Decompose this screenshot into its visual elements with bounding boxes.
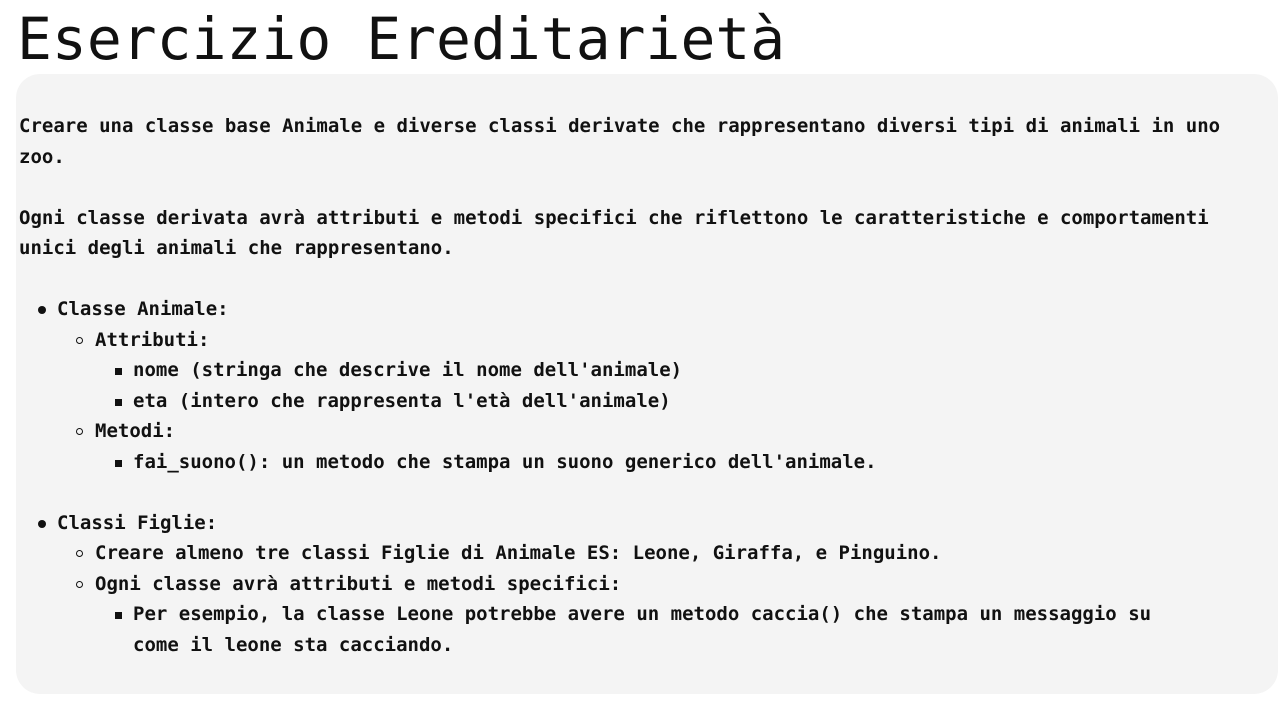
item-text: nome (stringa che descrive il nome dell'animale) [133,359,683,381]
list-item-creare-classi [57,538,1278,569]
bullet-disc-icon [38,520,46,528]
subsection-label: Creare almeno tre classi Figlie di Animale ES: Leone, Giraffa, e Pinguino. [95,542,942,564]
bullet-circle-icon [76,337,83,344]
list-item [95,386,1278,417]
list-item-classi-figlie [19,508,1278,661]
list-item-classe-animale [19,294,1278,477]
bullet-square-icon [115,460,122,467]
subsection-label: Ogni classe avrà attributi e metodi specifici: [95,572,622,595]
bullet-square-icon [115,399,122,406]
item-text: eta (intero che rappresenta l'età dell'animale) [133,389,671,412]
item-text: Per esempio, la classe Leone potrebbe avere un metodo caccia() che stampa un messaggio su come il leone sta cacciando. [133,603,1152,656]
exercise-card [16,74,1278,694]
intro-paragraph: Creare una classe base Animale e diverse classi derivate che rappresentano diversi tipi di animali in uno zoo. [19,115,1221,168]
subsection-label: Metodi: [95,420,176,442]
section-label: Classe Animale: [57,298,229,320]
requirements-list [19,294,1278,660]
page-title: Esercizio Ereditarietà [17,5,786,73]
bullet-square-icon [115,368,122,375]
section-label: Classi Figlie: [57,511,218,534]
description-paragraph: Ogni classe derivata avrà attributi e metodi specifici che riflettono le caratteristiche e comportamenti unici degli animali che rappresentano. [19,206,1209,259]
bullet-disc-icon [38,306,46,314]
sublist-classe-animale [57,325,1278,478]
bullet-square-icon [115,612,122,619]
list-item-attributi-specifici [57,569,1278,661]
item-text: fai_suono(): un metodo che stampa un suono generico dell'animale. [133,450,877,473]
sublist-classi-figlie [57,538,1278,660]
list-item [95,355,1278,386]
bullet-circle-icon [76,581,83,588]
list-item-metodi [57,416,1278,477]
list-item [95,447,1278,478]
bullet-circle-icon [76,550,83,557]
sublist-attributi [95,355,1278,416]
list-item [95,599,1278,660]
subsection-label: Attributi: [95,328,210,351]
bullet-circle-icon [76,428,83,435]
sublist-esempio [95,599,1278,660]
list-item-attributi [57,325,1278,417]
sublist-metodi [95,447,1278,478]
